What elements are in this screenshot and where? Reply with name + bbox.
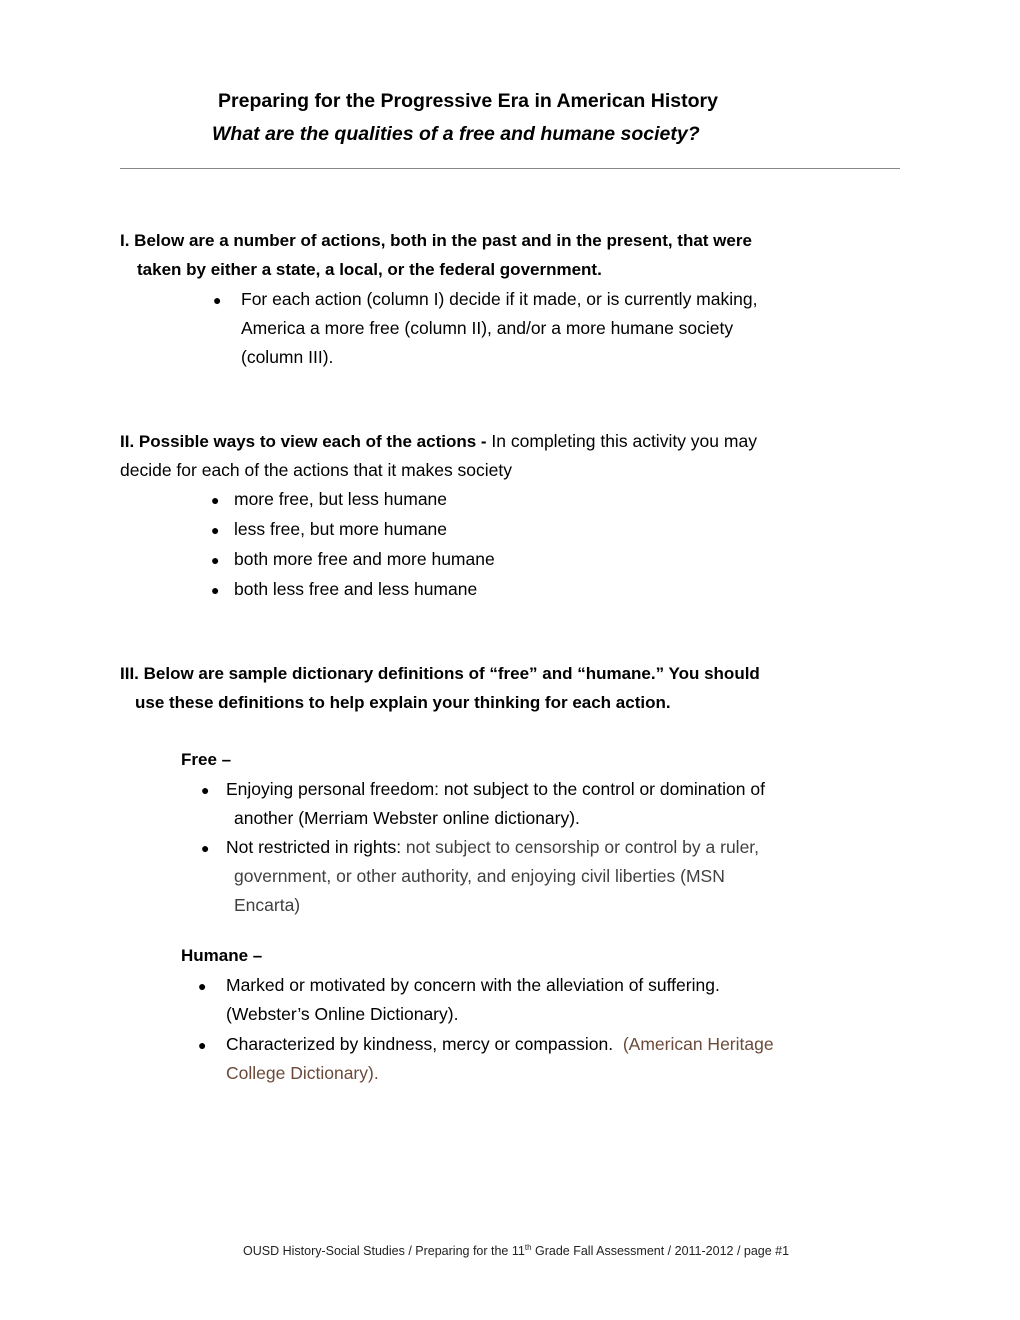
section2-line: decide for each of the actions that it makes society: [120, 460, 513, 480]
section1-bullet-cont: America a more free (column II), and/or a more humane society: [241, 318, 734, 338]
section2-heading-bold: II. Possible ways to view each of the actions -: [120, 432, 487, 451]
bullet-icon: ●: [211, 522, 220, 538]
section1-heading-cont: taken by either a state, a local, or the federal government.: [137, 260, 602, 279]
free-definition-2: [226, 836, 759, 858]
humane-definition-2-text: Characterized by kindness, mercy or compassion.: [226, 1034, 614, 1054]
free-definition-2-lead: Not restricted in rights:: [226, 837, 402, 857]
free-definition-1-cont: another (Merriam Webster online dictionary).: [234, 808, 580, 828]
footer-text-end: Grade Fall Assessment / 2011-2012 / page #1: [531, 1244, 790, 1259]
humane-definition-1: Marked or motivated by concern with the alleviation of suffering.: [226, 975, 720, 995]
title-line-2: What are the qualities of a free and humane society?: [212, 123, 700, 145]
divider: [120, 168, 900, 169]
humane-label: Humane –: [181, 946, 263, 965]
humane-definition-2-source: (American Heritage: [613, 1034, 774, 1054]
bullet-icon: ●: [198, 1037, 207, 1053]
footer-superscript: th: [524, 1243, 532, 1252]
bullet-icon: ●: [211, 582, 220, 598]
section3-heading-cont: use these definitions to help explain your thinking for each action.: [135, 693, 671, 712]
bullet-icon: ●: [211, 552, 220, 568]
list-item: both less free and less humane: [234, 579, 478, 599]
list-item: more free, but less humane: [234, 489, 448, 509]
bullet-icon: ●: [201, 782, 210, 798]
section3-heading: III. Below are sample dictionary definitions of “free” and “humane.” You should: [120, 664, 760, 683]
section1-bullet: For each action (column I) decide if it made, or is currently making,: [241, 289, 758, 309]
list-item: both more free and more humane: [234, 549, 495, 569]
free-definition-2-cont: government, or other authority, and enjoying civil liberties (MSN: [234, 866, 725, 886]
section1-heading: I. Below are a number of actions, both in the past and in the present, that were: [120, 231, 752, 250]
section2-heading: [120, 430, 757, 453]
free-label: Free –: [181, 750, 232, 769]
page-footer: [243, 1243, 789, 1258]
bullet-icon: ●: [198, 978, 207, 994]
humane-definition-2: [226, 1033, 774, 1055]
bullet-icon: ●: [201, 840, 210, 856]
section2-heading-rest: In completing this activity you may: [486, 431, 757, 451]
section1-bullet-cont: (column III).: [241, 347, 334, 367]
bullet-icon: ●: [213, 292, 222, 308]
bullet-icon: ●: [211, 492, 220, 508]
humane-definition-1-cont: (Webster’s Online Dictionary).: [226, 1004, 459, 1024]
humane-definition-2-cont: College Dictionary).: [226, 1063, 379, 1083]
free-definition-2-text: not subject to censorship or control by a ruler,: [401, 837, 760, 857]
footer-text: OUSD History-Social Studies / Preparing for the 11: [243, 1244, 525, 1259]
title-line-1: Preparing for the Progressive Era in American History: [218, 90, 718, 112]
free-definition-2-cont: Encarta): [234, 895, 301, 915]
list-item: less free, but more humane: [234, 519, 448, 539]
free-definition-1: Enjoying personal freedom: not subject to the control or domination of: [226, 779, 765, 799]
